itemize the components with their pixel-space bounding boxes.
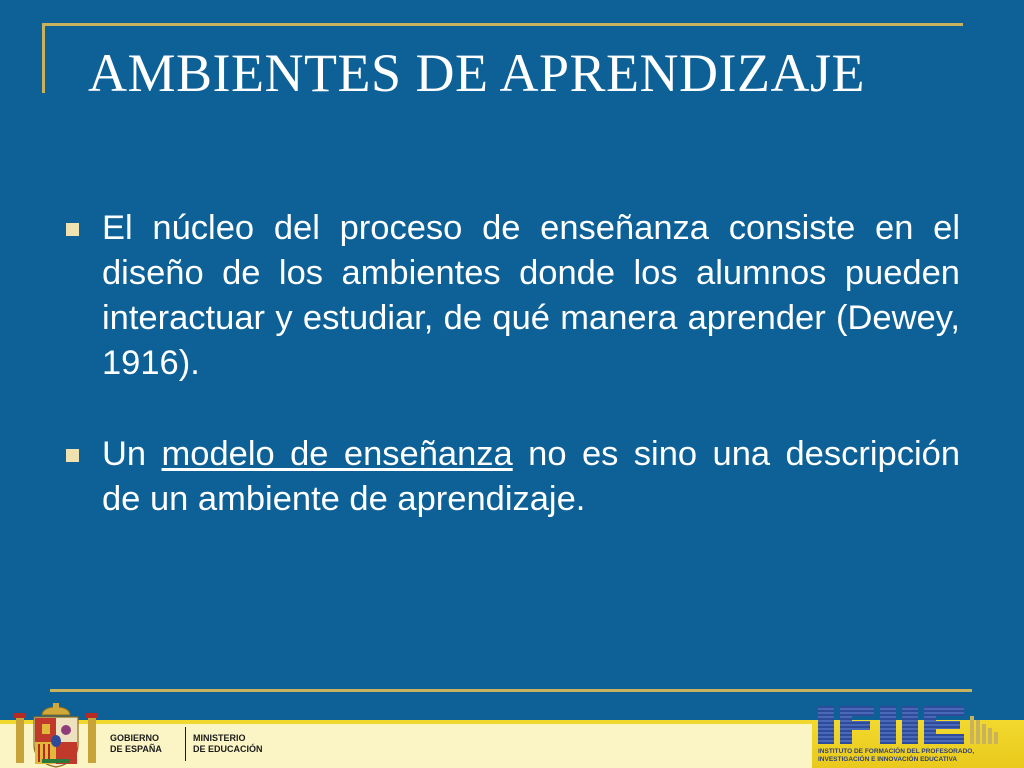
gov-line-1: GOBIERNO	[110, 733, 160, 743]
government-label	[110, 733, 162, 755]
bottom-frame-line	[50, 689, 972, 692]
ifiie-caption-line-2: INVESTIGACIÓN E INNOVACIÓN EDUCATIVA	[818, 756, 958, 763]
ifiie-caption	[818, 748, 1018, 764]
bullet-text-1: El núcleo del proceso de enseñanza consiste en el diseño de los ambientes donde los alumnos pueden interactuar y estudiar, de qué manera aprender (Dewey, 1916).	[102, 209, 960, 382]
gov-line-2: DE ESPAÑA	[110, 744, 162, 754]
footer-divider	[185, 727, 186, 761]
top-frame-line	[42, 23, 963, 26]
ministry-line-1: MINISTERIO	[193, 733, 246, 743]
bullet-text-2	[102, 432, 960, 522]
bullet-item-2	[60, 432, 960, 522]
square-bullet-icon	[66, 449, 79, 462]
ministry-label	[193, 733, 263, 755]
slide-title: AMBIENTES DE APRENDIZAJE	[88, 43, 865, 103]
ifiie-caption-line-1: INSTITUTO DE FORMACIÓN DEL PROFESORADO,	[818, 748, 975, 755]
ifiie-logo	[816, 702, 1020, 748]
bullet-item-1	[60, 206, 960, 386]
bullet-text-2-before: Un	[102, 435, 162, 473]
square-bullet-icon	[66, 223, 79, 236]
ministry-line-2: DE EDUCACIÓN	[193, 744, 263, 754]
underlined-term: modelo de enseñanza	[161, 435, 513, 473]
left-frame-line	[42, 23, 45, 93]
bullet-text-2-after: no es sino una descripción de un ambiente de aprendizaje.	[102, 435, 961, 518]
bullet-list	[60, 206, 960, 568]
coat-of-arms-icon	[12, 703, 100, 768]
